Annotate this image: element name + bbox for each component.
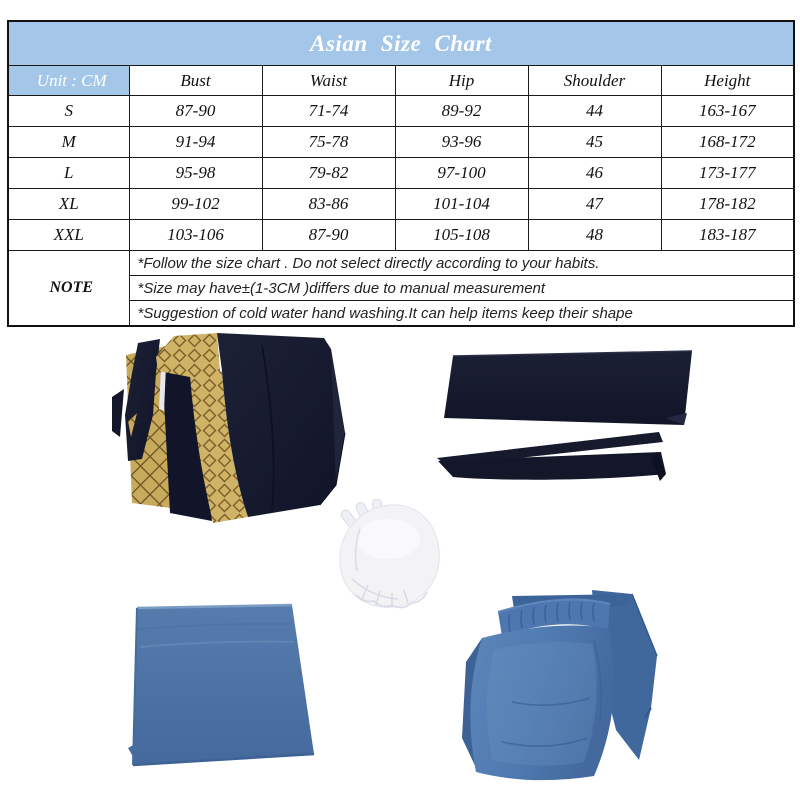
note-line-1: *Follow the size chart . Do not select directly according to your habits. bbox=[129, 251, 794, 276]
cell-shoulder: 47 bbox=[528, 189, 661, 220]
cell-bust: 91-94 bbox=[129, 127, 262, 158]
size-label: L bbox=[8, 158, 129, 189]
cell-bust: 99-102 bbox=[129, 189, 262, 220]
cell-hip: 97-100 bbox=[395, 158, 528, 189]
chart-title: Asian Size Chart bbox=[8, 21, 794, 66]
cell-waist: 75-78 bbox=[262, 127, 395, 158]
size-label: XXL bbox=[8, 220, 129, 251]
cell-shoulder: 48 bbox=[528, 220, 661, 251]
cell-height: 178-182 bbox=[661, 189, 794, 220]
white-cap-photo bbox=[330, 499, 445, 619]
cell-shoulder: 46 bbox=[528, 158, 661, 189]
cell-height: 183-187 bbox=[661, 220, 794, 251]
col-header-height: Height bbox=[661, 66, 794, 96]
size-row-l bbox=[8, 158, 794, 189]
cell-waist: 79-82 bbox=[262, 158, 395, 189]
cell-bust: 87-90 bbox=[129, 96, 262, 127]
header-row bbox=[8, 66, 794, 96]
blue-pants-photo bbox=[452, 580, 662, 790]
col-header-waist: Waist bbox=[262, 66, 395, 96]
cell-bust: 103-106 bbox=[129, 220, 262, 251]
cell-height: 168-172 bbox=[661, 127, 794, 158]
size-row-m bbox=[8, 127, 794, 158]
unit-label: Unit : CM bbox=[8, 66, 129, 96]
note-line-3: *Suggestion of cold water hand washing.It can help items keep their shape bbox=[129, 301, 794, 327]
cell-waist: 71-74 bbox=[262, 96, 395, 127]
kimono-top-photo bbox=[112, 333, 348, 530]
size-row-s bbox=[8, 96, 794, 127]
size-chart-table bbox=[7, 20, 795, 327]
obi-belt-photo bbox=[435, 348, 705, 493]
col-header-shoulder: Shoulder bbox=[528, 66, 661, 96]
cell-waist: 83-86 bbox=[262, 189, 395, 220]
size-row-xxl bbox=[8, 220, 794, 251]
note-row-1 bbox=[8, 251, 794, 276]
cell-hip: 105-108 bbox=[395, 220, 528, 251]
cell-shoulder: 44 bbox=[528, 96, 661, 127]
size-label: XL bbox=[8, 189, 129, 220]
title-row bbox=[8, 21, 794, 66]
cell-hip: 89-92 bbox=[395, 96, 528, 127]
cell-height: 163-167 bbox=[661, 96, 794, 127]
cell-bust: 95-98 bbox=[129, 158, 262, 189]
col-header-hip: Hip bbox=[395, 66, 528, 96]
cell-hip: 101-104 bbox=[395, 189, 528, 220]
col-header-bust: Bust bbox=[129, 66, 262, 96]
size-label: S bbox=[8, 96, 129, 127]
cell-shoulder: 45 bbox=[528, 127, 661, 158]
blue-skirt-photo bbox=[128, 600, 320, 777]
cell-hip: 93-96 bbox=[395, 127, 528, 158]
note-line-2: *Size may have±(1-3CM )differs due to manual measurement bbox=[129, 276, 794, 301]
cell-waist: 87-90 bbox=[262, 220, 395, 251]
cell-height: 173-177 bbox=[661, 158, 794, 189]
size-label: M bbox=[8, 127, 129, 158]
size-row-xl bbox=[8, 189, 794, 220]
note-label: NOTE bbox=[8, 251, 129, 327]
